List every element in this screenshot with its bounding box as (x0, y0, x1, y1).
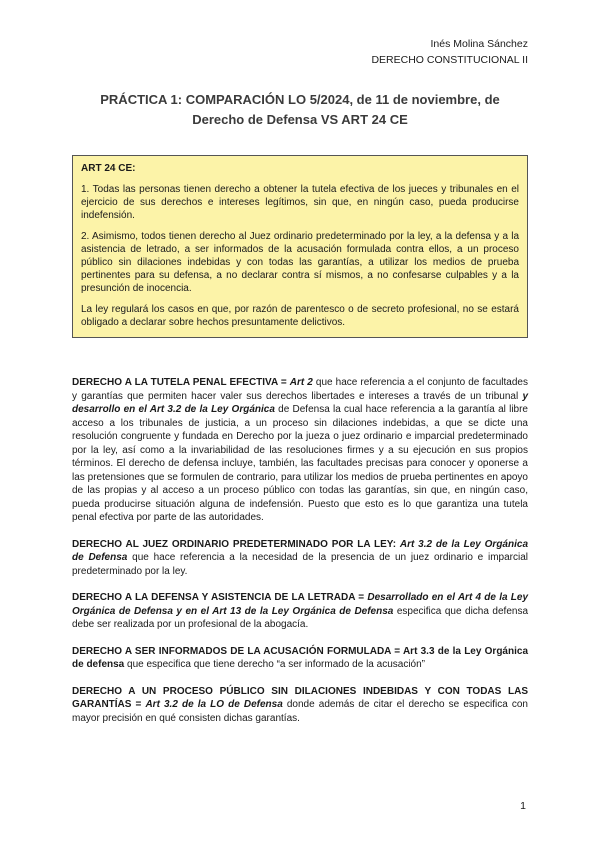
section-defensa-asistencia (72, 591, 528, 632)
section-text: especifica que dicha defensa debe ser realizada por un profesional de la abogacía. (72, 605, 528, 630)
section-text: que hace referencia a la necesidad de la presencia de un juez ordinario e imparcial predeterminado por la ley. (72, 552, 528, 577)
article-reference: y desarrollo en el Art 3.2 de la Ley Orgánica (72, 390, 528, 415)
article-reference: Art 3.3 de la Ley Orgánica de defensa (72, 645, 529, 670)
section-proceso-publico (72, 685, 528, 726)
author-name: Inés Molina Sánchez (430, 38, 528, 50)
page-number: 1 (520, 800, 526, 812)
box-paragraph-3: La ley regulará los casos en que, por razón de parentesco o de secreto profesional, no se estará obligado a declarar sobre hechos presuntamente delictivos. (81, 304, 519, 328)
section-juez-ordinario (72, 538, 528, 579)
section-tutela-penal (72, 376, 528, 525)
article-24-box (72, 155, 528, 338)
box-paragraph-2: 2. Asimismo, todos tienen derecho al Juez ordinario predeterminado por la ley, a la defensa y a la asistencia de letrado, a ser informados de la acusación formulada contra ellos, a un proceso público sin dilaciones indebidas y con todas las garantías, a utilizar los medios de prueba pertinentes para su defensa, a no declarar contra sí mismos, a no confesarse culpables y a la presunción de inocencia. (81, 231, 519, 294)
article-reference: Art 2 (289, 377, 313, 388)
section-text: de Defensa la cual hace referencia a la garantía al libre acceso a los tribunales de justicia, a un proceso sin dilaciones indebidas, a que se dicte una resolución congruente y fundada en Derecho por la jueza o juez ordinario e imparcial predeterminado por la ley, así como a la invariabilidad de las resoluciones firmes y a su ejecución en sus propios términos. El derecho de defensa incluye, también, las facultades precisas para conocer y oponerse a las pretensiones que se formulen de contrario, para utilizar los medios de prueba pertinentes en apoyo de las propias y al acceso a un proceso público con todas las garantías, sin que, en ningún caso, pueda producirse situación alguna de indefensión. Puesto que esto es lo que garantiza una tutela penal efectiva por parte de las autoridades. (72, 404, 528, 523)
page-title (72, 90, 528, 130)
section-heading: DERECHO A UN PROCESO PÚBLICO SIN DILACIONES INDEBIDAS Y CON TODAS LAS GARANTÍAS = (72, 685, 528, 710)
title-line-2: Derecho de Defensa VS ART 24 CE (192, 112, 408, 127)
box-heading: ART 24 CE: (81, 163, 136, 174)
section-heading: DERECHO A LA DEFENSA Y ASISTENCIA DE LA LETRADA = (72, 592, 368, 603)
article-reference: Art 3.2 de la LO de Defensa (145, 699, 283, 710)
title-line-1: PRÁCTICA 1: COMPARACIÓN LO 5/2024, de 11 de noviembre, de (100, 92, 500, 107)
box-paragraph-1: 1. Todas las personas tienen derecho a obtener la tutela efectiva de los jueces y tribunales en el ejercicio de sus derechos e intereses legítimos, sin que, en ningún caso, pueda producirse indefensión. (81, 184, 519, 221)
section-text: donde además de citar el derecho se especifica con mayor precisión en qué consisten dichas garantías. (72, 699, 528, 724)
course-name: DERECHO CONSTITUCIONAL II (371, 54, 528, 66)
document-body (72, 376, 528, 738)
article-reference: Desarrollado en el Art 4 de la Ley Orgánica de Defensa y en el Art 13 de la Ley Orgánica de Defensa (72, 592, 528, 617)
section-heading: DERECHO A SER INFORMADOS DE LA ACUSACIÓN FORMULADA = (72, 645, 403, 657)
article-reference: Art 3.2 de la Ley Orgánica de Defensa (72, 538, 529, 563)
page-header (371, 36, 528, 68)
section-heading: DERECHO AL JUEZ ORDINARIO PREDETERMINADO POR LA LEY: (72, 538, 400, 550)
section-text: que hace referencia a el conjunto de facultades y garantías que permiten hacer valer sus derechos libertades e intereses a través de un tribunal (72, 377, 528, 402)
section-text: que especifica que tiene derecho “a ser informado de la acusación” (124, 659, 425, 670)
section-heading: DERECHO A LA TUTELA PENAL EFECTIVA = (72, 377, 290, 388)
section-informados-acusacion (72, 645, 528, 672)
